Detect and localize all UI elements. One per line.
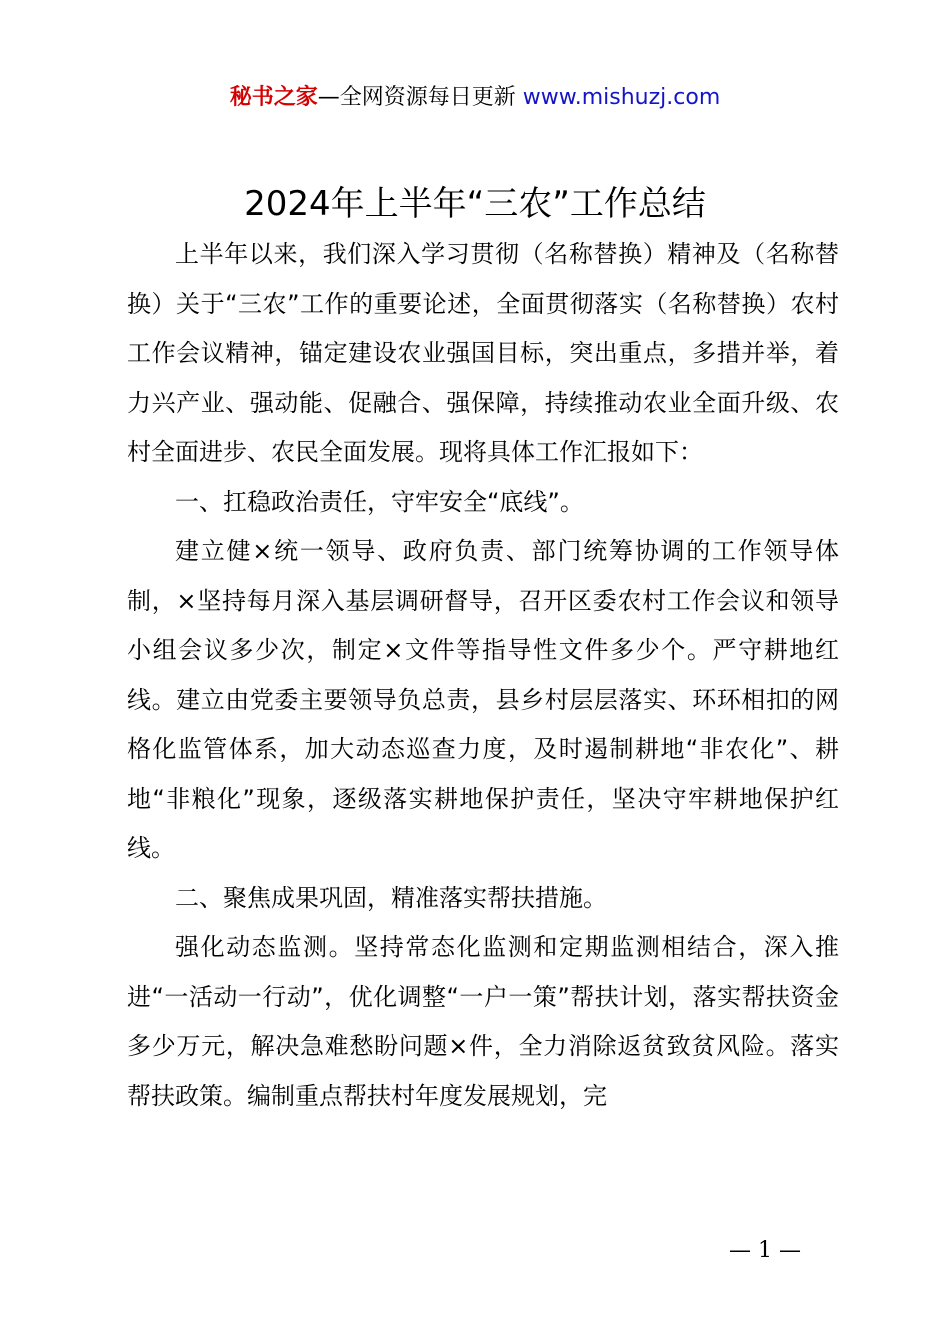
section-heading-1: 一、扛稳政治责任，守牢安全“底线”。 — [175, 487, 584, 516]
section-1-paragraph: 建立健×统一领导、政府负责、部门统筹协调的工作领导体制，×坚持每月深入基层调研督导，召开区委农村工作会议和领导小组会议多少次，制定×文件等指导性文件多少个。严守耕地红线。建立由党委主要领导负总责，县乡村层层落实、环环相扣的网格化监管体系，加大动态巡查力度，及时遏制耕地“非农化”、耕地“非粮化”现象，逐级落实耕地保护责任，坚决守牢耕地保护红线。 — [127, 537, 839, 862]
document-title: 2024年上半年“三农”工作总结 — [244, 184, 706, 224]
site-url-link[interactable]: www.mishuzj.com — [522, 85, 721, 110]
header-tagline: —全网资源每日更新 — [317, 85, 523, 110]
page-number: — 1 — — [729, 1238, 801, 1263]
intro-paragraph: 上半年以来，我们深入学习贯彻（名称替换）精神及（名称替换）关于“三农”工作的重要论述，全面贯彻落实（名称替换）农村工作会议精神，锚定建设农业强国目标，突出重点，多措并举，着力兴产业、强动能、促融合、强保障，持续推动农业全面升级、农村全面进步、农民全面发展。现将具体工作汇报如下： — [127, 240, 839, 466]
section-2-paragraph: 强化动态监测。坚持常态化监测和定期监测相结合，深入推进“一活动一行动”，优化调整“一户一策”帮扶计划，落实帮扶资金多少万元，解决急难愁盼问题×件，全力消除返贫致贫风险。落实帮扶政策。编制重点帮扶村年度发展规划，完 — [127, 933, 839, 1110]
section-heading-2: 二、聚焦成果巩固，精准落实帮扶措施。 — [175, 883, 607, 912]
site-header — [0, 80, 950, 111]
brand-name: 秘书之家 — [229, 85, 318, 110]
document-body — [127, 230, 839, 1121]
